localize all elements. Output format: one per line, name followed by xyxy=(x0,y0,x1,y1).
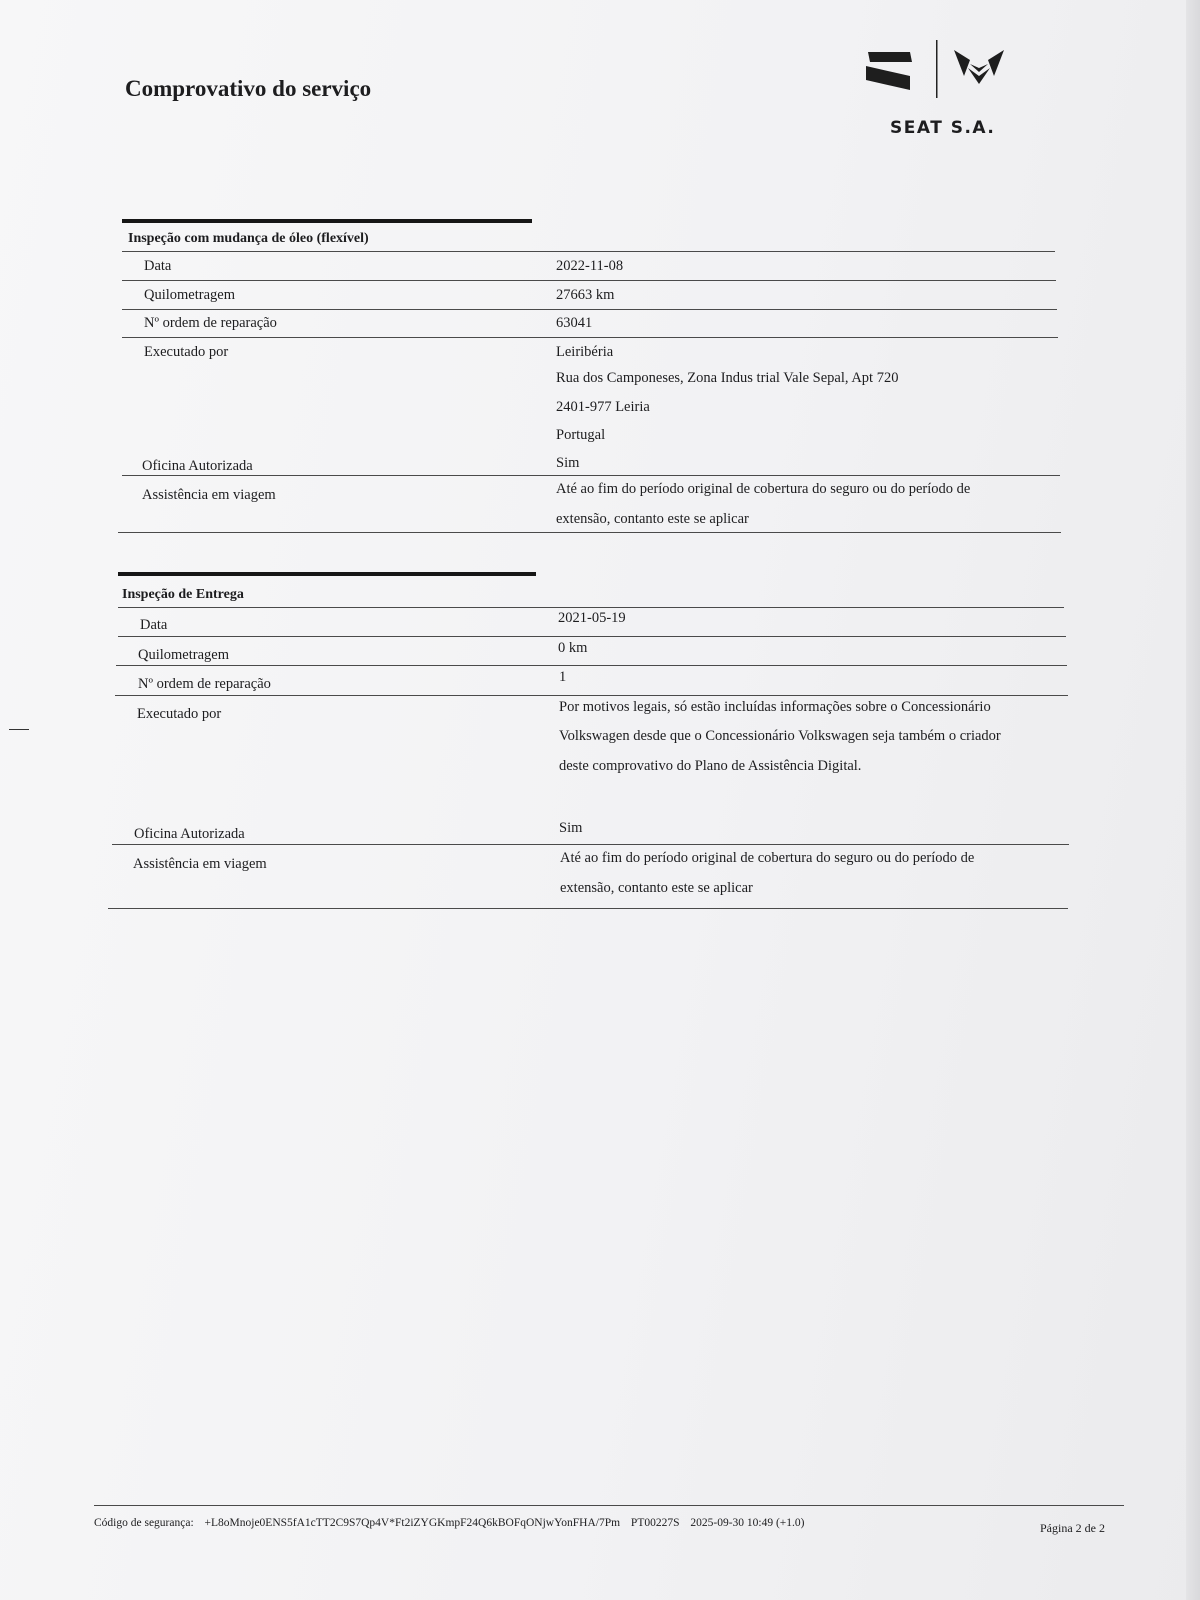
row-value: 1 xyxy=(559,669,567,685)
row-divider xyxy=(122,475,1060,476)
section-delivery-inspection xyxy=(118,572,1068,912)
row-value: Sim xyxy=(559,820,583,836)
section-bar xyxy=(118,572,536,576)
margin-mark xyxy=(9,729,29,730)
row-value-line: Até ao fim do período original de cobertura do seguro ou do período de xyxy=(560,850,975,866)
security-code: +L8oMnoje0ENS5fA1cTT2C9S7Qp4V*Ft2iZYGKmpF24Q6kBOFqONjwYonFHA/7Pm xyxy=(204,1517,621,1529)
page-indicator xyxy=(1040,1521,1105,1536)
row-value-line: Por motivos legais, só estão incluídas informações sobre o Concessionário xyxy=(559,699,991,715)
section-oil-change-inspection xyxy=(122,219,1062,539)
page-current: 2 xyxy=(1075,1521,1082,1535)
row-value: 63041 xyxy=(556,315,593,331)
address-line: Leiribéria xyxy=(556,344,614,360)
row-value-line: deste comprovativo do Plano de Assistência Digital. xyxy=(559,758,862,774)
section-bar xyxy=(122,219,532,223)
row-divider xyxy=(118,636,1066,637)
page-total: 2 xyxy=(1099,1521,1105,1535)
seat-cupra-logo xyxy=(866,38,1016,108)
page-title: Comprovativo do serviço xyxy=(125,76,372,101)
row-divider xyxy=(115,695,1068,696)
row-value: 0 km xyxy=(558,640,588,656)
row-label: Executado por xyxy=(137,706,222,722)
section-heading: Inspeção de Entrega xyxy=(122,587,244,602)
row-label: Oficina Autorizada xyxy=(142,458,253,474)
row-divider xyxy=(112,844,1069,845)
row-value: 2022-11-08 xyxy=(556,258,624,274)
logo-divider xyxy=(936,40,938,98)
row-label: Oficina Autorizada xyxy=(134,826,245,842)
row-divider xyxy=(116,665,1067,666)
row-label: Assistência em viagem xyxy=(133,856,267,872)
row-value-line: extensão, contanto este se aplicar xyxy=(556,511,749,527)
issue-timestamp: 2025-09-30 10:49 (+1.0) xyxy=(690,1517,805,1529)
row-divider xyxy=(108,908,1068,909)
row-label: Data xyxy=(144,258,172,274)
row-label: Nº ordem de reparação xyxy=(138,676,271,692)
address-line: Rua dos Camponeses, Zona Indus trial Vale Sepal, Apt 720 xyxy=(556,370,899,386)
row-value: 2021-05-19 xyxy=(558,610,626,626)
row-label: Executado por xyxy=(144,344,229,360)
row-label: Quilometragem xyxy=(138,647,230,663)
document-reference: PT00227S xyxy=(630,1517,680,1529)
row-value: 27663 km xyxy=(556,287,615,303)
row-label: Quilometragem xyxy=(144,287,236,303)
row-value: Sim xyxy=(556,455,580,471)
row-divider xyxy=(122,280,1056,281)
footer-security-line xyxy=(94,1517,813,1529)
page-label: Página xyxy=(1040,1521,1073,1535)
row-label: Assistência em viagem xyxy=(142,487,276,503)
brand-name: SEAT S.A. xyxy=(890,118,996,138)
brand-logo-block xyxy=(866,38,1016,143)
security-label: Código de segurança: xyxy=(94,1517,194,1529)
address-line: 2401-977 Leiria xyxy=(556,399,650,415)
row-divider xyxy=(122,251,1055,252)
row-divider xyxy=(122,337,1058,338)
row-value-line: Até ao fim do período original de cobertura do seguro ou do período de xyxy=(556,481,971,497)
row-value-line: Volkswagen desde que o Concessionário Volkswagen seja também o criador xyxy=(559,728,1001,744)
address-line: Portugal xyxy=(556,427,606,443)
footer-divider xyxy=(94,1505,1124,1506)
cupra-logo-icon xyxy=(954,50,1004,84)
row-divider xyxy=(118,532,1061,533)
row-value-line: extensão, contanto este se aplicar xyxy=(560,880,753,896)
page-separator: de xyxy=(1084,1521,1096,1535)
row-divider xyxy=(118,607,1064,608)
seat-logo-icon xyxy=(866,52,912,90)
page-edge xyxy=(1186,0,1200,1600)
row-divider xyxy=(122,309,1057,310)
row-label: Data xyxy=(140,617,168,633)
row-label: Nº ordem de reparação xyxy=(144,315,277,331)
section-heading: Inspeção com mudança de óleo (flexível) xyxy=(128,231,369,246)
